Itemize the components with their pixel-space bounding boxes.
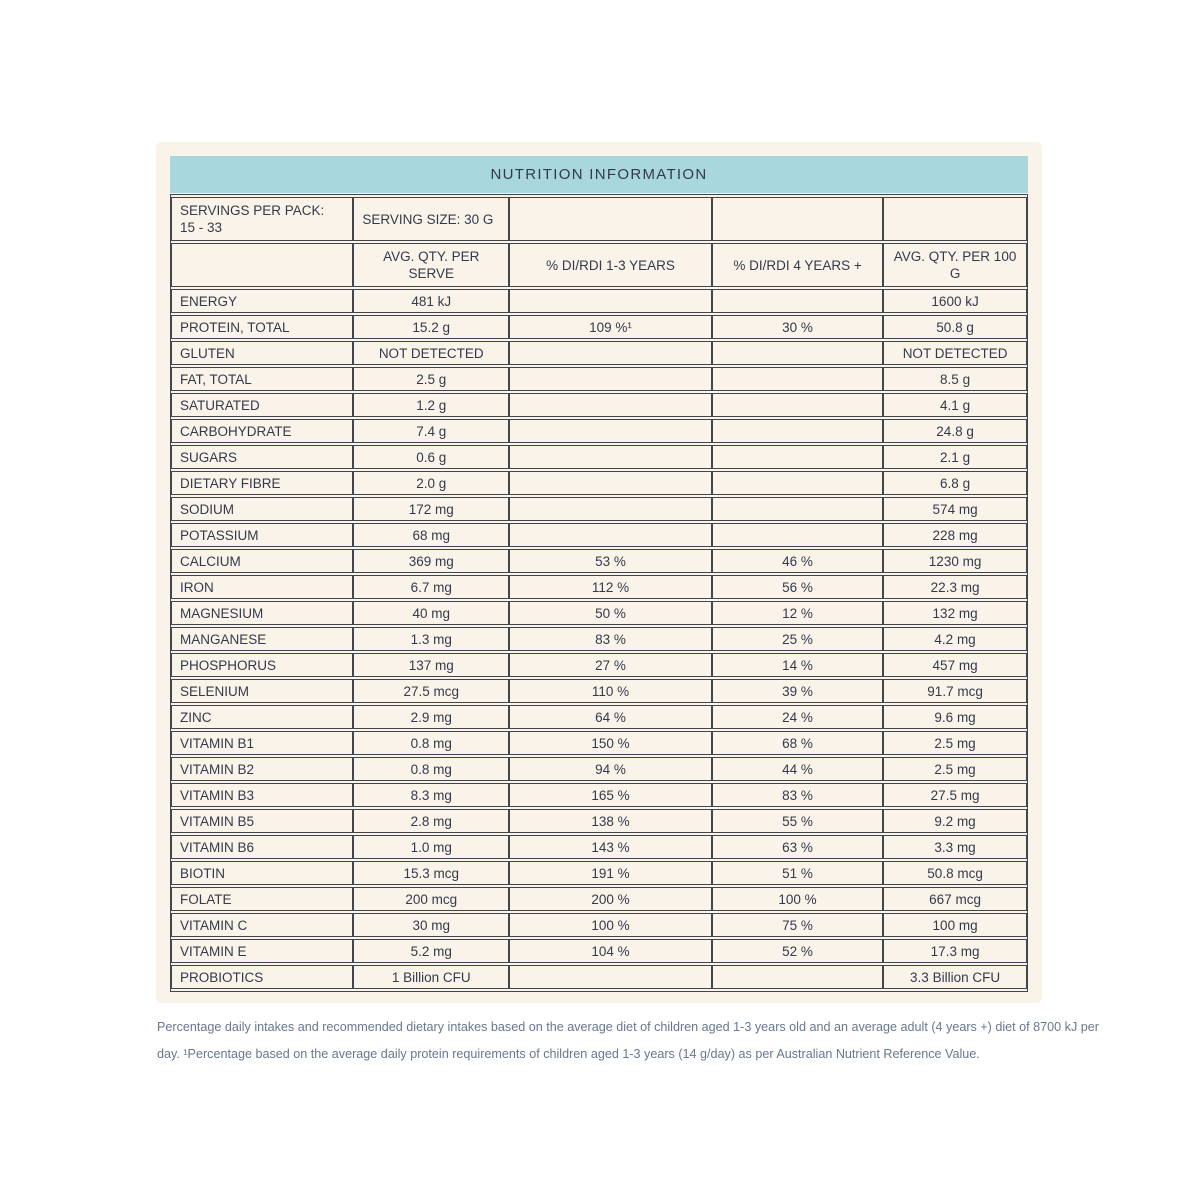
- nutrition-table: [170, 194, 1028, 992]
- nutrition-panel: [156, 142, 1042, 1003]
- value-cell: 172 mg: [353, 497, 509, 521]
- table-row: [171, 445, 1027, 469]
- value-cell: 2.5 g: [353, 367, 509, 391]
- value-cell: 4.1 g: [883, 393, 1027, 417]
- table-row: [171, 939, 1027, 963]
- value-cell: NOT DETECTED: [883, 341, 1027, 365]
- value-cell: 0.8 mg: [353, 731, 509, 755]
- empty-cell: [509, 197, 712, 241]
- value-cell: 0.8 mg: [353, 757, 509, 781]
- value-cell: 100 mg: [883, 913, 1027, 937]
- nutrient-name-cell: DIETARY FIBRE: [171, 471, 353, 495]
- value-cell: [712, 393, 883, 417]
- nutrient-name-cell: VITAMIN C: [171, 913, 353, 937]
- value-cell: 46 %: [712, 549, 883, 573]
- nutrient-name-cell: IRON: [171, 575, 353, 599]
- value-cell: 1230 mg: [883, 549, 1027, 573]
- value-cell: 1.3 mg: [353, 627, 509, 651]
- table-row: [171, 627, 1027, 651]
- value-cell: 83 %: [509, 627, 712, 651]
- value-cell: [509, 419, 712, 443]
- value-cell: 3.3 mg: [883, 835, 1027, 859]
- value-cell: 44 %: [712, 757, 883, 781]
- table-row: [171, 471, 1027, 495]
- value-cell: 2.5 mg: [883, 731, 1027, 755]
- value-cell: 110 %: [509, 679, 712, 703]
- value-cell: 50.8 mcg: [883, 861, 1027, 885]
- footnote-line-1: Percentage daily intakes and recommended dietary intakes based on the average diet of children aged 1-3 years old and an average adult (4 years +) diet of 8700 kJ per: [157, 1020, 1099, 1034]
- nutrient-name-cell: BIOTIN: [171, 861, 353, 885]
- value-cell: 3.3 Billion CFU: [883, 965, 1027, 989]
- value-cell: 8.3 mg: [353, 783, 509, 807]
- value-cell: 5.2 mg: [353, 939, 509, 963]
- value-cell: 14 %: [712, 653, 883, 677]
- empty-cell: [883, 197, 1027, 241]
- table-row: [171, 575, 1027, 599]
- table-row: [171, 887, 1027, 911]
- table-row: [171, 835, 1027, 859]
- table-row: [171, 705, 1027, 729]
- table-row: [171, 549, 1027, 573]
- value-cell: [509, 289, 712, 313]
- table-row: [171, 341, 1027, 365]
- value-cell: 83 %: [712, 783, 883, 807]
- value-cell: 109 %¹: [509, 315, 712, 339]
- nutrient-name-cell: VITAMIN B2: [171, 757, 353, 781]
- value-cell: 15.2 g: [353, 315, 509, 339]
- value-cell: [712, 341, 883, 365]
- value-cell: 143 %: [509, 835, 712, 859]
- nutrient-name-cell: VITAMIN B6: [171, 835, 353, 859]
- value-cell: [509, 341, 712, 365]
- table-row: [171, 393, 1027, 417]
- table-row: [171, 289, 1027, 313]
- table-row: [171, 965, 1027, 989]
- value-cell: 667 mcg: [883, 887, 1027, 911]
- value-cell: 39 %: [712, 679, 883, 703]
- nutrient-name-cell: SELENIUM: [171, 679, 353, 703]
- value-cell: 75 %: [712, 913, 883, 937]
- value-cell: 191 %: [509, 861, 712, 885]
- value-cell: 17.3 mg: [883, 939, 1027, 963]
- value-cell: 56 %: [712, 575, 883, 599]
- nutrient-name-cell: PHOSPHORUS: [171, 653, 353, 677]
- value-cell: 574 mg: [883, 497, 1027, 521]
- servings-per-pack-label: SERVINGS PER PACK:: [180, 203, 325, 218]
- value-cell: [712, 367, 883, 391]
- column-header-avg-per-serve: AVG. QTY. PER SERVE: [353, 243, 509, 287]
- value-cell: 27.5 mg: [883, 783, 1027, 807]
- value-cell: 1600 kJ: [883, 289, 1027, 313]
- value-cell: [509, 965, 712, 989]
- table-row: [171, 653, 1027, 677]
- value-cell: 9.2 mg: [883, 809, 1027, 833]
- column-header-row: [171, 243, 1027, 287]
- value-cell: 138 %: [509, 809, 712, 833]
- value-cell: 6.8 g: [883, 471, 1027, 495]
- nutrient-name-cell: VITAMIN E: [171, 939, 353, 963]
- column-header-avg-per-100g: AVG. QTY. PER 100 G: [883, 243, 1027, 287]
- value-cell: 50 %: [509, 601, 712, 625]
- value-cell: 7.4 g: [353, 419, 509, 443]
- value-cell: 2.9 mg: [353, 705, 509, 729]
- nutrient-name-cell: PROBIOTICS: [171, 965, 353, 989]
- value-cell: 200 %: [509, 887, 712, 911]
- value-cell: [712, 419, 883, 443]
- column-header-empty: [171, 243, 353, 287]
- value-cell: [712, 965, 883, 989]
- nutrient-name-cell: PROTEIN, TOTAL: [171, 315, 353, 339]
- value-cell: 100 %: [509, 913, 712, 937]
- table-row: [171, 809, 1027, 833]
- nutrient-name-cell: SATURATED: [171, 393, 353, 417]
- value-cell: 132 mg: [883, 601, 1027, 625]
- value-cell: 24 %: [712, 705, 883, 729]
- value-cell: 91.7 mcg: [883, 679, 1027, 703]
- value-cell: 100 %: [712, 887, 883, 911]
- value-cell: 12 %: [712, 601, 883, 625]
- nutrient-name-cell: ENERGY: [171, 289, 353, 313]
- value-cell: 94 %: [509, 757, 712, 781]
- value-cell: 2.0 g: [353, 471, 509, 495]
- value-cell: 104 %: [509, 939, 712, 963]
- value-cell: [509, 497, 712, 521]
- value-cell: 15.3 mcg: [353, 861, 509, 885]
- value-cell: [712, 471, 883, 495]
- table-row: [171, 601, 1027, 625]
- value-cell: 63 %: [712, 835, 883, 859]
- table-row: [171, 523, 1027, 547]
- value-cell: [509, 445, 712, 469]
- nutrient-name-cell: SUGARS: [171, 445, 353, 469]
- value-cell: 8.5 g: [883, 367, 1027, 391]
- value-cell: [509, 523, 712, 547]
- value-cell: 68 mg: [353, 523, 509, 547]
- servings-per-pack-value: 15 - 33: [180, 220, 223, 235]
- nutrient-name-cell: VITAMIN B3: [171, 783, 353, 807]
- table-row: [171, 367, 1027, 391]
- footnote-line-2: day. ¹Percentage based on the average daily protein requirements of children aged 1-3 years (14 g/day) as per Australian Nutrient Reference Value.: [157, 1047, 980, 1061]
- table-row: [171, 419, 1027, 443]
- value-cell: [509, 471, 712, 495]
- value-cell: 6.7 mg: [353, 575, 509, 599]
- value-cell: [712, 445, 883, 469]
- value-cell: 53 %: [509, 549, 712, 573]
- value-cell: 55 %: [712, 809, 883, 833]
- value-cell: 24.8 g: [883, 419, 1027, 443]
- value-cell: 1 Billion CFU: [353, 965, 509, 989]
- value-cell: 30 mg: [353, 913, 509, 937]
- value-cell: 228 mg: [883, 523, 1027, 547]
- value-cell: 22.3 mg: [883, 575, 1027, 599]
- nutrient-name-cell: CALCIUM: [171, 549, 353, 573]
- nutrient-name-cell: POTASSIUM: [171, 523, 353, 547]
- column-header-di-rdi-4-years-plus: % DI/RDI 4 YEARS +: [712, 243, 883, 287]
- value-cell: 0.6 g: [353, 445, 509, 469]
- value-cell: 27.5 mcg: [353, 679, 509, 703]
- table-row: [171, 497, 1027, 521]
- value-cell: 369 mg: [353, 549, 509, 573]
- value-cell: 30 %: [712, 315, 883, 339]
- value-cell: 137 mg: [353, 653, 509, 677]
- table-title: NUTRITION INFORMATION: [170, 156, 1028, 193]
- nutrient-name-cell: VITAMIN B1: [171, 731, 353, 755]
- table-row: [171, 783, 1027, 807]
- nutrient-name-cell: GLUTEN: [171, 341, 353, 365]
- value-cell: 40 mg: [353, 601, 509, 625]
- value-cell: [712, 523, 883, 547]
- value-cell: 27 %: [509, 653, 712, 677]
- value-cell: 150 %: [509, 731, 712, 755]
- value-cell: NOT DETECTED: [353, 341, 509, 365]
- value-cell: [712, 497, 883, 521]
- empty-cell: [712, 197, 883, 241]
- nutrient-name-cell: FOLATE: [171, 887, 353, 911]
- nutrient-name-cell: ZINC: [171, 705, 353, 729]
- table-row: [171, 861, 1027, 885]
- value-cell: 4.2 mg: [883, 627, 1027, 651]
- value-cell: 200 mcg: [353, 887, 509, 911]
- nutrition-table-body: [171, 197, 1027, 989]
- value-cell: 68 %: [712, 731, 883, 755]
- value-cell: 1.0 mg: [353, 835, 509, 859]
- value-cell: 51 %: [712, 861, 883, 885]
- nutrient-name-cell: FAT, TOTAL: [171, 367, 353, 391]
- value-cell: 52 %: [712, 939, 883, 963]
- nutrient-name-cell: MAGNESIUM: [171, 601, 353, 625]
- value-cell: [509, 367, 712, 391]
- nutrient-name-cell: VITAMIN B5: [171, 809, 353, 833]
- table-row: [171, 315, 1027, 339]
- value-cell: [712, 289, 883, 313]
- table-row: [171, 679, 1027, 703]
- footnote: [157, 1014, 1099, 1068]
- column-header-di-rdi-1-3-years: % DI/RDI 1-3 YEARS: [509, 243, 712, 287]
- value-cell: 2.5 mg: [883, 757, 1027, 781]
- serving-size-cell: SERVING SIZE: 30 G: [353, 197, 509, 241]
- value-cell: 165 %: [509, 783, 712, 807]
- value-cell: 2.1 g: [883, 445, 1027, 469]
- value-cell: 1.2 g: [353, 393, 509, 417]
- value-cell: [509, 393, 712, 417]
- value-cell: 481 kJ: [353, 289, 509, 313]
- table-row: [171, 731, 1027, 755]
- table-row: [171, 913, 1027, 937]
- value-cell: 457 mg: [883, 653, 1027, 677]
- value-cell: 2.8 mg: [353, 809, 509, 833]
- servings-row: [171, 197, 1027, 241]
- value-cell: 64 %: [509, 705, 712, 729]
- table-row: [171, 757, 1027, 781]
- nutrient-name-cell: SODIUM: [171, 497, 353, 521]
- value-cell: 25 %: [712, 627, 883, 651]
- servings-per-pack-cell: [171, 197, 353, 241]
- value-cell: 9.6 mg: [883, 705, 1027, 729]
- nutrient-name-cell: CARBOHYDRATE: [171, 419, 353, 443]
- value-cell: 50.8 g: [883, 315, 1027, 339]
- nutrient-name-cell: MANGANESE: [171, 627, 353, 651]
- value-cell: 112 %: [509, 575, 712, 599]
